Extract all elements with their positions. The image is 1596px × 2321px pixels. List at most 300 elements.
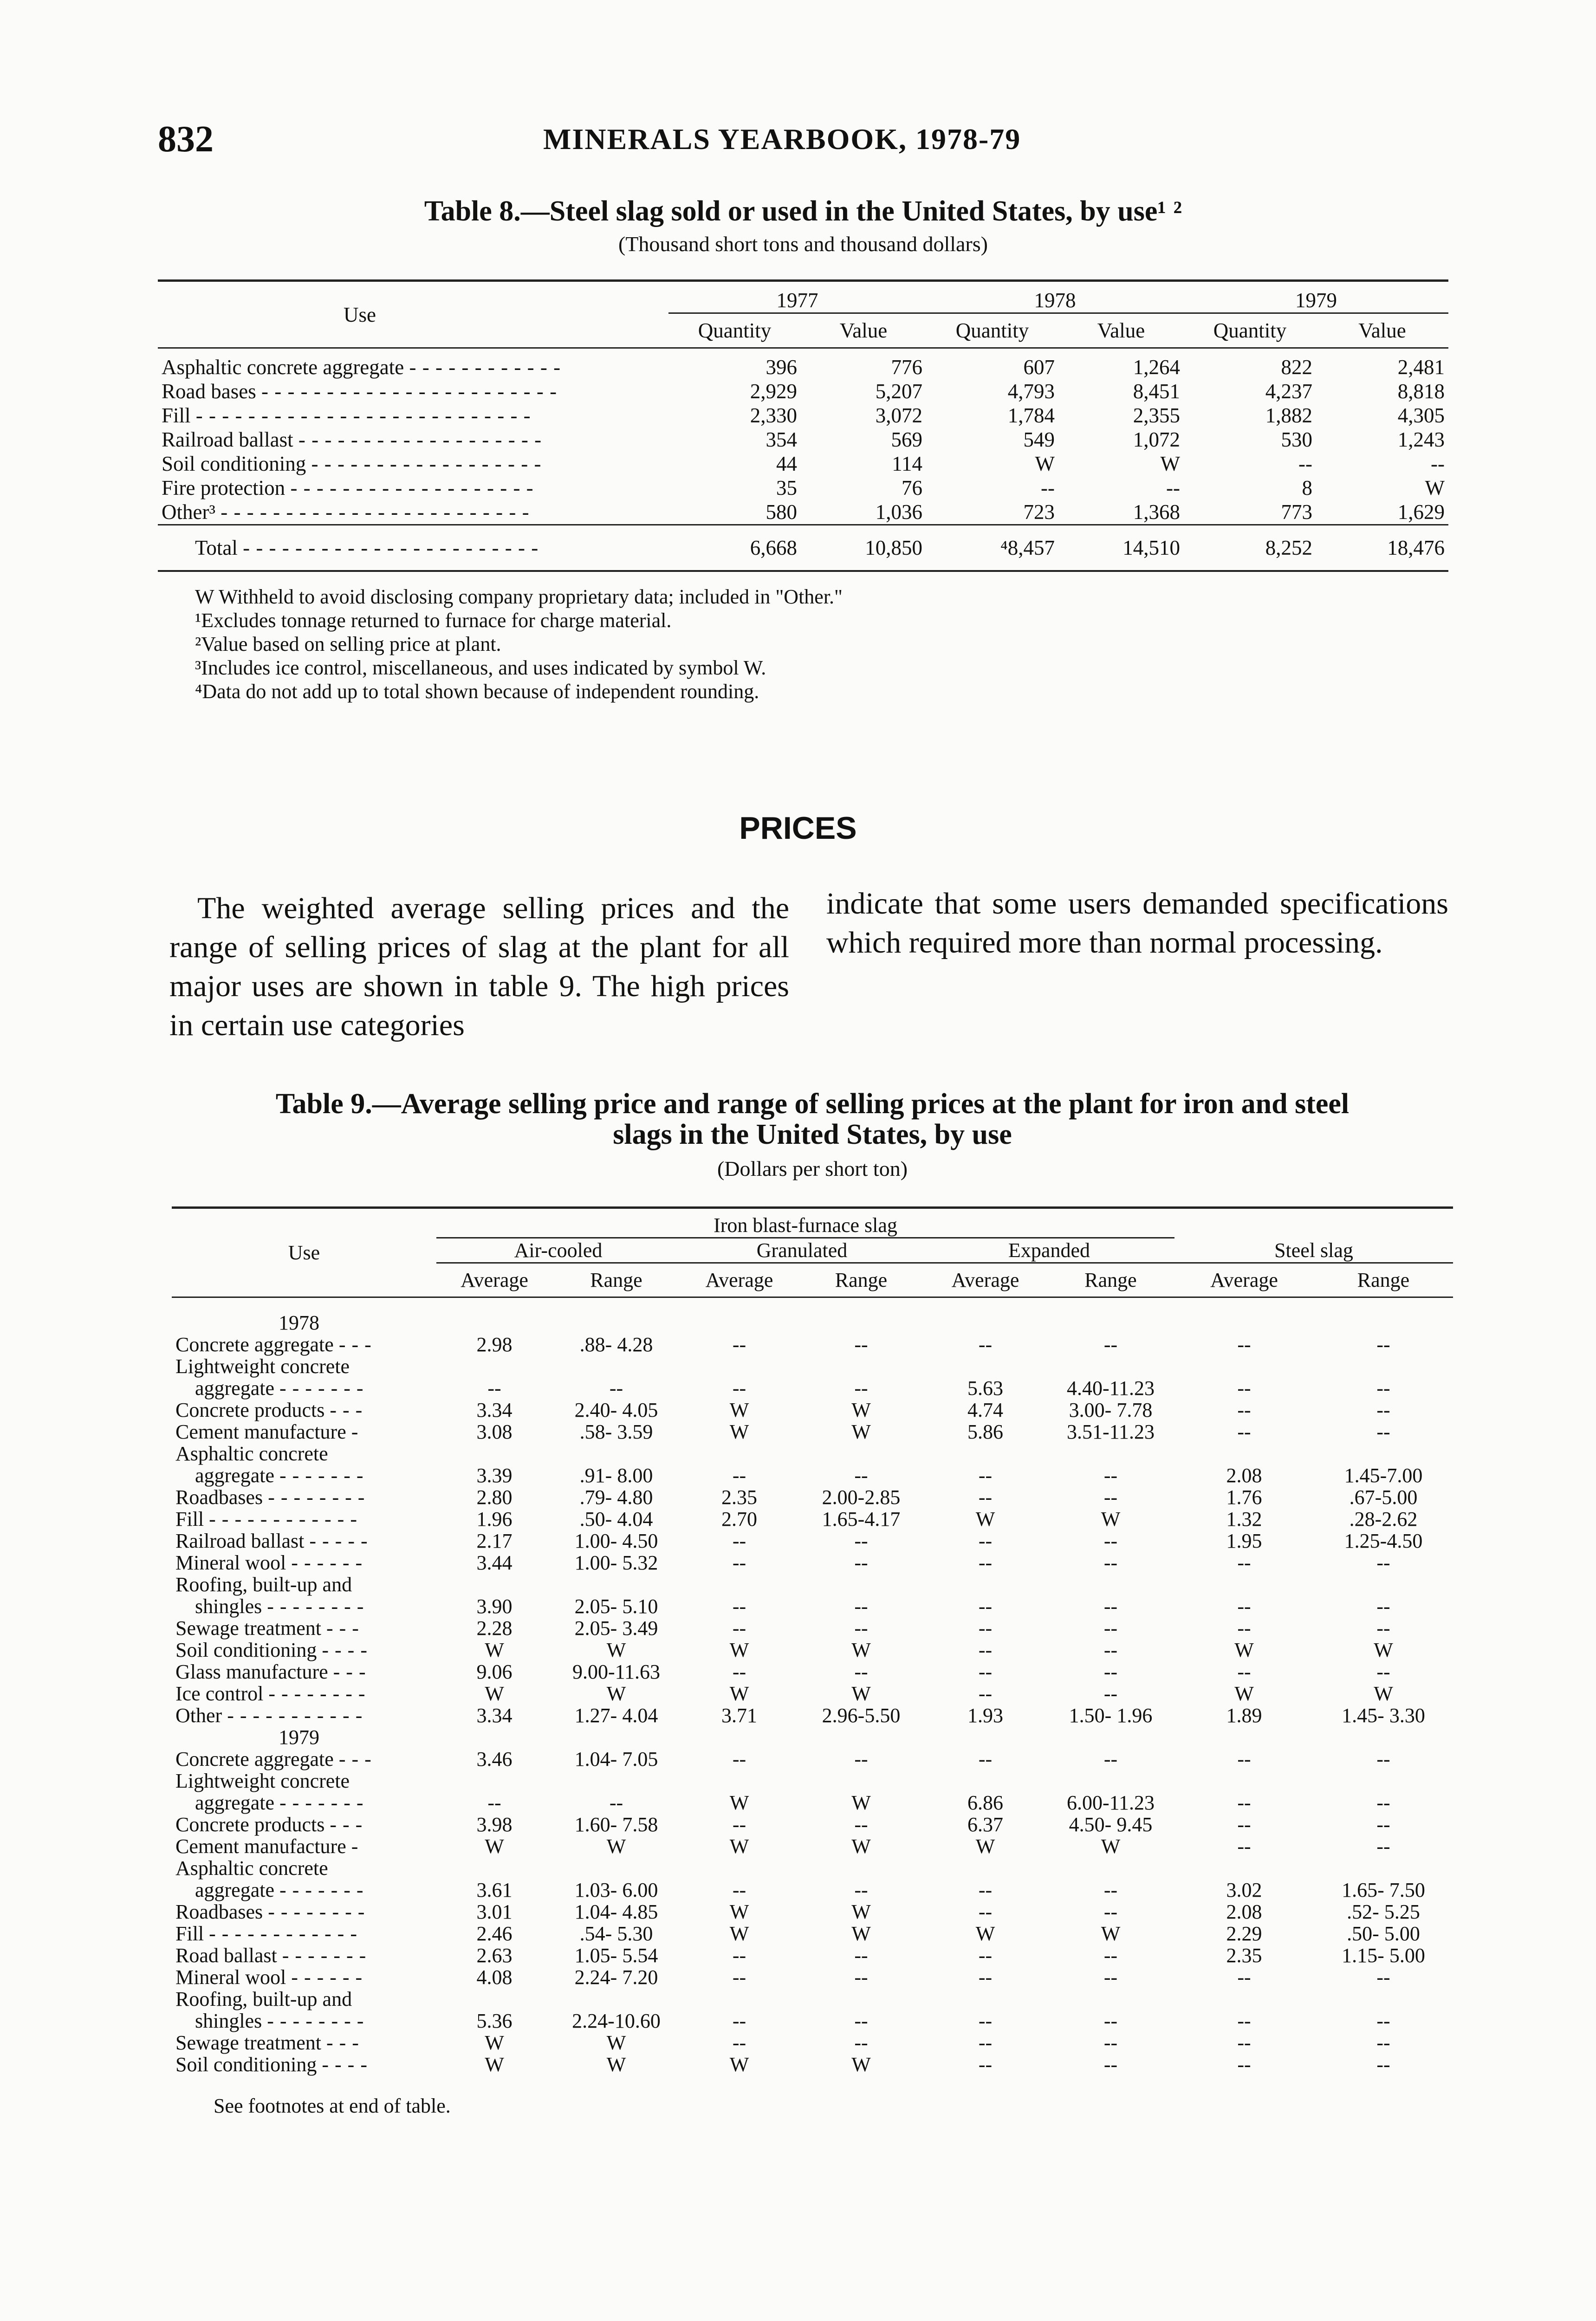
- table-cell: 1.15- 5.00: [1342, 1944, 1425, 1967]
- table-cell: W: [851, 1835, 871, 1858]
- table-cell: .28-2.62: [1349, 1508, 1418, 1530]
- table-cell: --: [732, 1748, 746, 1770]
- dot-leader: - - - - - - -: [279, 1791, 364, 1814]
- table-cell: --: [609, 1791, 623, 1814]
- use-label: Roofing, built-up and: [175, 1573, 352, 1596]
- dot-leader: - - - - - -: [291, 1966, 363, 1989]
- subheader: Value: [839, 319, 888, 342]
- year-header: 1978: [926, 281, 1184, 313]
- table-cell: --: [978, 2053, 993, 2076]
- table-cell: --: [1103, 1464, 1118, 1487]
- table-cell: W: [851, 2053, 871, 2076]
- table-cell: --: [978, 1900, 993, 1923]
- table-cell: --: [1103, 2031, 1118, 2054]
- dot-leader: - - - - - - - -: [267, 2010, 364, 2032]
- use-label: aggregate: [195, 1377, 274, 1400]
- table-cell: 3.34: [476, 1704, 513, 1727]
- table-cell: .54- 5.30: [579, 1922, 653, 1945]
- table-cell: 2.24- 7.20: [574, 1966, 658, 1989]
- table-cell: W: [851, 1399, 871, 1421]
- table-cell: --: [854, 1333, 868, 1356]
- table-row: [172, 1966, 1453, 1988]
- page-number: 832: [158, 119, 214, 160]
- dot-leader: - - - - - - -: [282, 1944, 367, 1967]
- table-cell: 1.45-7.00: [1344, 1464, 1423, 1487]
- row-label: [172, 1334, 436, 1355]
- table-cell: --: [732, 2031, 746, 2054]
- use-label: Concrete aggregate: [175, 1333, 334, 1356]
- table-cell: --: [1376, 1813, 1390, 1836]
- table-cell: .88- 4.28: [579, 1333, 653, 1356]
- table-cell: 2,355: [1133, 404, 1180, 427]
- table-8: [158, 195, 1448, 703]
- table-cell: --: [854, 1966, 868, 1989]
- table-cell: 1.25-4.50: [1344, 1530, 1423, 1552]
- table-cell: --: [609, 1377, 623, 1400]
- table-cell: --: [854, 1813, 868, 1836]
- table-row: [158, 500, 1448, 525]
- table-cell: 549: [1023, 428, 1055, 451]
- table-cell: W: [606, 2053, 626, 2076]
- dot-leader: - - - - - - - -: [268, 1486, 365, 1509]
- dot-leader: - - - - - - - - - - - -: [409, 356, 561, 379]
- table-cell: --: [854, 1530, 868, 1552]
- table-cell: 9.00-11.63: [572, 1660, 661, 1683]
- row-label: [172, 1508, 436, 1530]
- dot-leader: - - -: [326, 2031, 359, 2054]
- row-label: [172, 1421, 436, 1443]
- row-label: [172, 1683, 436, 1705]
- row-label: [172, 1770, 1453, 1792]
- table-cell: 773: [1281, 500, 1312, 524]
- table-cell: 35: [776, 476, 797, 499]
- table-cell: --: [1376, 1551, 1390, 1574]
- table-cell: ⁴8,457: [1000, 536, 1055, 559]
- year-label: 1978: [279, 1311, 319, 1334]
- table-cell: --: [1237, 1791, 1251, 1814]
- table-cell: 4.40-11.23: [1066, 1377, 1155, 1400]
- dot-leader: - - - - - - -: [279, 1879, 364, 1901]
- use-label: Asphaltic concrete aggregate: [162, 356, 404, 379]
- table-cell: 1.04- 4.85: [574, 1900, 658, 1923]
- use-label: Asphaltic concrete: [175, 1442, 328, 1465]
- row-label: [172, 1399, 436, 1421]
- use-label: Railroad ballast: [162, 428, 293, 451]
- table-cell: --: [1237, 1966, 1251, 1989]
- table-row: [158, 379, 1448, 403]
- dot-leader: - - - - - - - -: [268, 1682, 366, 1705]
- table-cell: W: [1101, 1922, 1121, 1945]
- table-cell: 3.44: [476, 1551, 513, 1574]
- table-cell: 4,305: [1397, 404, 1445, 427]
- table-cell: W: [485, 1639, 504, 1661]
- table-row: [172, 2010, 1453, 2032]
- table-cell: --: [1103, 1595, 1118, 1618]
- use-label: Concrete products: [175, 1399, 325, 1421]
- use-label: Fill: [175, 1922, 204, 1945]
- table-cell: 18,476: [1387, 536, 1445, 559]
- table-cell: 3.61: [476, 1879, 513, 1901]
- table-cell: W: [485, 2031, 504, 2054]
- table-cell: 1.50- 1.96: [1069, 1704, 1153, 1727]
- row-label: [172, 2054, 436, 2075]
- table-8-subtitle: (Thousand short tons and thousand dollars): [618, 232, 988, 256]
- table-row: [172, 1792, 1453, 1814]
- table-cell: 1.03- 6.00: [574, 1879, 658, 1901]
- table-cell: --: [854, 1464, 868, 1487]
- table-cell: --: [1237, 1595, 1251, 1618]
- subheader: Value: [1097, 319, 1145, 342]
- table-cell: W: [1234, 1639, 1254, 1661]
- table-cell: --: [978, 2031, 993, 2054]
- table-cell: 4.74: [967, 1399, 1003, 1421]
- row-label: [172, 1552, 436, 1574]
- table-9-title: [172, 1089, 1453, 1150]
- use-label: Roadbases: [175, 1486, 263, 1509]
- table-cell: 14,510: [1122, 536, 1180, 559]
- table-cell: 2.40- 4.05: [574, 1399, 658, 1421]
- footnote: W Withheld to avoid disclosing company proprietary data; included in "Other.": [195, 585, 843, 608]
- footnote: ²Value based on selling price at plant.: [195, 633, 501, 655]
- table-row: [172, 1552, 1453, 1574]
- table-cell: W: [1234, 1682, 1254, 1705]
- table-cell: --: [1103, 1748, 1118, 1770]
- table-row: [172, 1355, 1453, 1377]
- use-label: aggregate: [195, 1464, 274, 1487]
- table-cell: 1.45- 3.30: [1342, 1704, 1425, 1727]
- table-cell: --: [978, 1748, 993, 1770]
- use-label: Mineral wool: [175, 1966, 286, 1989]
- table-row: [172, 1508, 1453, 1530]
- col-use-header: Use: [158, 281, 668, 348]
- row-label: [172, 1595, 436, 1617]
- table-cell: 5,207: [875, 380, 922, 403]
- row-label: [158, 379, 668, 403]
- table-cell: 396: [766, 356, 797, 379]
- table-row: [172, 1530, 1453, 1552]
- table-cell: 2.08: [1226, 1900, 1262, 1923]
- table-cell: 2.98: [476, 1333, 513, 1356]
- row-label: [172, 1923, 436, 1945]
- row-label: [172, 1966, 436, 1988]
- table-cell: 1,264: [1133, 356, 1180, 379]
- table-cell: --: [1103, 1660, 1118, 1683]
- subheader: Quantity: [1213, 319, 1287, 342]
- table-cell: --: [1431, 452, 1445, 475]
- subheader: Range: [835, 1269, 888, 1291]
- table-cell: 1.00- 5.32: [574, 1551, 658, 1574]
- table-row: [158, 348, 1448, 380]
- table-row: [172, 1334, 1453, 1355]
- table-cell: --: [1237, 2031, 1251, 2054]
- table-cell: --: [1298, 452, 1312, 475]
- use-label: Mineral wool: [175, 1551, 286, 1574]
- table-row: [172, 1486, 1453, 1508]
- table-cell: --: [1376, 1420, 1390, 1443]
- table-row: [158, 476, 1448, 500]
- table-cell: --: [1103, 1551, 1118, 1574]
- use-label: Fire protection: [162, 476, 285, 499]
- table-cell: --: [854, 1879, 868, 1901]
- table-cell: 2.63: [476, 1944, 513, 1967]
- table-cell: --: [978, 1682, 993, 1705]
- table-cell: .50- 4.04: [579, 1508, 653, 1530]
- table-cell: W: [851, 1791, 871, 1814]
- table-cell: --: [1103, 1879, 1118, 1901]
- row-label: [172, 1835, 436, 1857]
- table-row: [172, 1835, 1453, 1857]
- table-cell: 3.71: [721, 1704, 757, 1727]
- table-cell: --: [487, 1791, 501, 1814]
- dot-leader: - - - - - - - - - - -: [227, 1704, 363, 1727]
- table-cell: 4,793: [1007, 380, 1055, 403]
- dot-leader: - - - - - - -: [279, 1464, 364, 1487]
- table-cell: 2.00-2.85: [822, 1486, 901, 1509]
- table-cell: 6,668: [750, 536, 797, 559]
- row-label: [172, 1945, 436, 1966]
- use-label: Concrete products: [175, 1813, 325, 1836]
- table-cell: --: [1103, 1486, 1118, 1509]
- table-cell: 530: [1281, 428, 1312, 451]
- table-cell: --: [854, 1748, 868, 1770]
- table-cell: --: [1237, 1399, 1251, 1421]
- table-cell: 2.08: [1226, 1464, 1262, 1487]
- dot-leader: - - -: [333, 1660, 366, 1683]
- row-label: [172, 1617, 436, 1639]
- use-label: Road ballast: [175, 1944, 277, 1967]
- table-cell: --: [1103, 2053, 1118, 2076]
- row-label: [158, 476, 668, 500]
- use-label: Concrete aggregate: [175, 1748, 334, 1770]
- row-label: [172, 1465, 436, 1486]
- table-cell: --: [1376, 1966, 1390, 1989]
- table-cell: --: [732, 1813, 746, 1836]
- table-cell: 1,036: [875, 500, 922, 524]
- table-cell: --: [1237, 1660, 1251, 1683]
- table-cell: --: [1376, 2010, 1390, 2032]
- table-cell: --: [1376, 2031, 1390, 2054]
- table-cell: 10,850: [865, 536, 922, 559]
- table-cell: W: [606, 2031, 626, 2054]
- subgroup-header: Expanded: [924, 1238, 1174, 1263]
- table-cell: W: [729, 1420, 749, 1443]
- footnote: ¹Excludes tonnage returned to furnace for charge material.: [195, 609, 672, 632]
- table-cell: --: [854, 1617, 868, 1640]
- table-cell: --: [732, 1464, 746, 1487]
- table-cell: --: [1103, 2010, 1118, 2032]
- row-label: [158, 525, 668, 571]
- table-cell: --: [978, 1879, 993, 1901]
- table-cell: --: [1103, 1333, 1118, 1356]
- row-label: [172, 1726, 1453, 1748]
- table-cell: 2.80: [476, 1486, 513, 1509]
- table-cell: W: [606, 1639, 626, 1661]
- use-label: Railroad ballast: [175, 1530, 305, 1552]
- year-header: 1977: [668, 281, 926, 313]
- table-cell: 2.96-5.50: [822, 1704, 901, 1727]
- table-cell: 2.24-10.60: [572, 2010, 661, 2032]
- table-cell: 3.34: [476, 1399, 513, 1421]
- table-cell: 723: [1023, 500, 1055, 524]
- table-row: [172, 1705, 1453, 1726]
- table-9-title-line1: Table 9.—Average selling price and range of selling prices at the plant for iron and steel: [275, 1088, 1349, 1120]
- prices-paragraph-col1: The weighted average selling prices and the range of selling prices of slag at the plant for all major uses are shown in table 9. The high prices in certain use categories: [169, 891, 789, 1042]
- table-cell: 1,072: [1133, 428, 1180, 451]
- table-cell: 1.60- 7.58: [574, 1813, 658, 1836]
- table-cell: --: [732, 1530, 746, 1552]
- table-cell: --: [1237, 1377, 1251, 1400]
- row-label: [172, 1486, 436, 1508]
- row-label: [172, 1297, 1453, 1334]
- table-cell: W: [851, 1922, 871, 1945]
- row-label: [158, 452, 668, 476]
- table-cell: 2.05- 3.49: [574, 1617, 658, 1640]
- table-cell: 1.76: [1226, 1486, 1262, 1509]
- table-cell: 3.01: [476, 1900, 513, 1923]
- table-row: [172, 1683, 1453, 1705]
- table-cell: 1,368: [1133, 500, 1180, 524]
- table-cell: 6.37: [967, 1813, 1003, 1836]
- dot-leader: -: [351, 1420, 359, 1443]
- table-cell: --: [1237, 1617, 1251, 1640]
- table-cell: --: [854, 1551, 868, 1574]
- table-cell: --: [1237, 1813, 1251, 1836]
- dot-leader: - - - - -: [309, 1530, 368, 1552]
- table-cell: --: [732, 1944, 746, 1967]
- table-cell: 5.86: [967, 1420, 1003, 1443]
- use-label: Sewage treatment: [175, 2031, 321, 2054]
- row-label: [172, 1748, 436, 1770]
- row-label: [172, 1639, 436, 1661]
- table-cell: --: [978, 1551, 993, 1574]
- table-cell: 1,243: [1397, 428, 1445, 451]
- table-cell: --: [1376, 1399, 1390, 1421]
- row-label: [158, 428, 668, 452]
- table-cell: --: [1237, 2053, 1251, 2076]
- table-cell: --: [1166, 476, 1180, 499]
- subheader: Range: [1357, 1269, 1410, 1291]
- table-cell: 354: [766, 428, 797, 451]
- row-label: [172, 2010, 436, 2032]
- use-label: Soil conditioning: [162, 452, 306, 475]
- row-label: [172, 1530, 436, 1552]
- subgroup-header: Granulated: [680, 1238, 924, 1263]
- table-cell: 4.08: [476, 1966, 513, 1989]
- table-cell: --: [978, 1966, 993, 1989]
- table-cell: --: [732, 1660, 746, 1683]
- table-cell: --: [1103, 1682, 1118, 1705]
- dot-leader: - - - - - - - - - - - - - - - - - - -: [290, 476, 534, 499]
- table-cell: --: [732, 1333, 746, 1356]
- dot-leader: - - - - - - - - - - - -: [209, 1508, 357, 1530]
- table-cell: --: [1376, 1660, 1390, 1683]
- dot-leader: - - - - - - - - - - - -: [209, 1922, 357, 1945]
- table-cell: W: [851, 1900, 871, 1923]
- dot-leader: - - - - - - -: [279, 1377, 364, 1400]
- subheader: Value: [1358, 319, 1406, 342]
- table-row: [172, 1377, 1453, 1399]
- table-cell: --: [978, 1660, 993, 1683]
- table-cell: W: [1425, 476, 1445, 499]
- table-row: [172, 1770, 1453, 1792]
- table-cell: W: [729, 1900, 749, 1923]
- table-row: [172, 1617, 1453, 1639]
- table-row: [172, 2054, 1453, 2075]
- table-cell: 114: [892, 452, 922, 475]
- subheader: Average: [951, 1269, 1019, 1291]
- dot-leader: -: [351, 1835, 359, 1858]
- table-cell: --: [978, 1944, 993, 1967]
- dot-leader: - - - - - -: [291, 1551, 363, 1574]
- table-cell: --: [1103, 1900, 1118, 1923]
- table-cell: 2.29: [1226, 1922, 1262, 1945]
- table-cell: 8,818: [1397, 380, 1445, 403]
- use-label: Roofing, built-up and: [175, 1988, 352, 2010]
- table-cell: .52- 5.25: [1347, 1900, 1420, 1923]
- table-cell: W: [975, 1508, 995, 1530]
- table-cell: W: [1374, 1639, 1393, 1661]
- table-cell: --: [854, 2031, 868, 2054]
- table-cell: --: [1041, 476, 1055, 499]
- table-cell: --: [1237, 1748, 1251, 1770]
- table-cell: --: [854, 2010, 868, 2032]
- row-label: [172, 1355, 1453, 1377]
- table-row: [172, 1639, 1453, 1661]
- table-cell: 4.50- 9.45: [1069, 1813, 1153, 1836]
- table-cell: --: [732, 1551, 746, 1574]
- dot-leader: - - - - - - - -: [268, 1900, 365, 1923]
- year-row: [172, 1726, 1453, 1748]
- table-row: [172, 1443, 1453, 1465]
- use-label: Roadbases: [175, 1900, 263, 1923]
- table-cell: 5.36: [476, 2010, 513, 2032]
- table-row: [172, 1661, 1453, 1683]
- table-9-grid: [172, 1206, 1453, 2075]
- table-cell: W: [485, 1835, 504, 1858]
- row-label: [172, 1705, 436, 1726]
- table-cell: 1.04- 7.05: [574, 1748, 658, 1770]
- table-cell: 3.02: [1226, 1879, 1262, 1901]
- use-label: aggregate: [195, 1791, 274, 1814]
- table-cell: --: [1376, 1791, 1390, 1814]
- table-row: [172, 1879, 1453, 1901]
- subheader: Quantity: [955, 319, 1029, 342]
- table-cell: --: [1376, 2053, 1390, 2076]
- row-label: [172, 1988, 1453, 2010]
- table-row: [172, 1945, 1453, 1966]
- table-cell: --: [1376, 1835, 1390, 1858]
- use-label: Other: [175, 1704, 222, 1727]
- table-row: [172, 1465, 1453, 1486]
- table-cell: W: [851, 1639, 871, 1661]
- use-label: Soil conditioning: [175, 2053, 317, 2076]
- subgroup-header: Air-cooled: [436, 1238, 680, 1263]
- table-cell: --: [854, 1595, 868, 1618]
- table-cell: --: [1103, 1639, 1118, 1661]
- use-label: aggregate: [195, 1879, 274, 1901]
- table-cell: --: [1376, 1377, 1390, 1400]
- table-row: [172, 1814, 1453, 1835]
- table-cell: 8: [1302, 476, 1312, 499]
- table-cell: W: [606, 1682, 626, 1705]
- dot-leader: - - -: [330, 1813, 363, 1836]
- table-cell: .50- 5.00: [1347, 1922, 1420, 1945]
- table-cell: --: [1376, 1595, 1390, 1618]
- table-cell: 4,237: [1265, 380, 1312, 403]
- use-label: Fill: [175, 1508, 204, 1530]
- table-cell: --: [978, 1333, 993, 1356]
- table-cell: 1.05- 5.54: [574, 1944, 658, 1967]
